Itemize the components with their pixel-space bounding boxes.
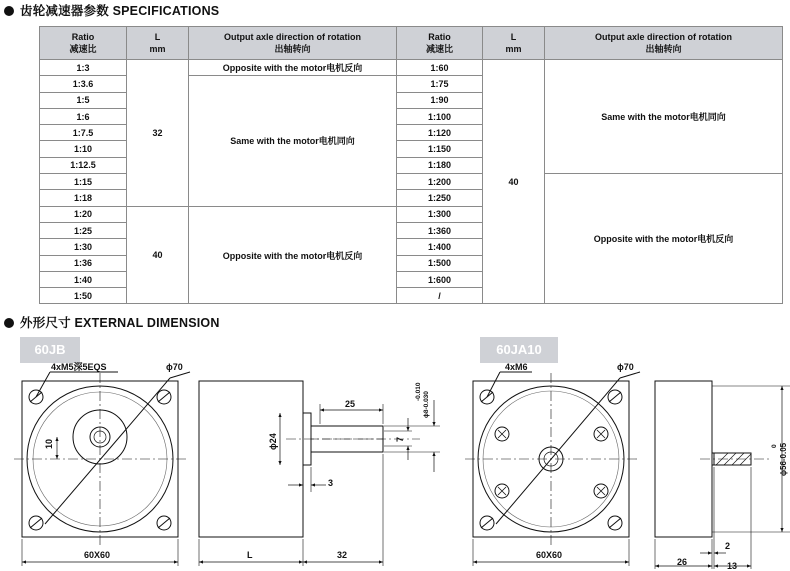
header-ratio-2: Ratio 减速比 [397,27,483,60]
ratio-cell: 1:20 [40,206,127,222]
ratio-cell: 1:60 [397,60,483,76]
size-label: 60X60 [84,550,111,560]
tolerance-zero-label: 0 [771,444,778,448]
screw-hole-icon [608,390,622,404]
ratio-cell: 1:500 [397,255,483,271]
header-l-2: L mm [483,27,545,60]
ratio-cell: 1:25 [40,222,127,238]
header-ratio: Ratio 减速比 [40,27,127,60]
screw-spec-label-2: 4xM6 [505,362,528,372]
diameter-56-label: ϕ56-0.05 [779,442,788,476]
ratio-cell: 1:18 [40,190,127,206]
ratio-cell: 1:50 [40,288,127,304]
ratio-cell: 1:360 [397,222,483,238]
ratio-cell: 1:180 [397,157,483,173]
ratio-cell: 1:7.5 [40,125,127,141]
screw-icon [495,484,509,498]
front-view-60jb [14,372,190,566]
dim-10-label: 10 [44,438,54,449]
ratio-cell: 1:100 [397,108,483,124]
ratio-cell: 1:250 [397,190,483,206]
ratio-cell: 1:3 [40,60,127,76]
ratio-cell: 1:12.5 [40,157,127,173]
direction-cell: Opposite with the motor电机反向 [189,206,397,304]
ratio-cell: 1:40 [40,271,127,287]
l-cell: 40 [483,60,545,304]
header-direction: Output axle direction of rotation 出轴转向 [189,27,397,60]
direction-cell: Same with the motor电机同向 [545,60,783,174]
dim-3-label: 3 [328,478,334,488]
ratio-cell: 1:200 [397,174,483,190]
size-label-2: 60X60 [536,550,563,560]
ratio-cell: 1:400 [397,239,483,255]
dim-25-label: 25 [345,399,356,409]
ratio-cell: / [397,288,483,304]
section-title-en: EXTERNAL DIMENSION [74,316,220,330]
side-view-60ja10 [655,381,790,569]
section-title-cn: 外形尺寸 [20,316,71,330]
header-direction-2: Output axle direction of rotation 出轴转向 [545,27,783,60]
screw-hole-icon [157,390,171,404]
section-title-en: SPECIFICATIONS [112,4,220,18]
ratio-cell: 1:75 [397,76,483,92]
l-cell: 40 [127,206,189,304]
screw-icon [594,427,608,441]
ratio-cell: 1:600 [397,271,483,287]
dim-13-label: 13 [727,561,738,571]
ratio-cell: 1:90 [397,92,483,108]
ratio-cell: 1:120 [397,125,483,141]
model-label-60jb: 60JB [20,337,80,363]
ratio-cell: 1:150 [397,141,483,157]
ratio-cell: 1:6 [40,108,127,124]
dim-32-label: 32 [337,550,348,560]
direction-cell: Opposite with the motor电机反向 [189,60,397,76]
screw-spec-label: 4xM5深5EQS [51,362,107,372]
screw-hole-icon [29,516,43,530]
tolerance-bottom-label: ϕ8-0.030 [423,391,430,418]
dim-7-label: 7 [395,436,405,442]
screw-hole-icon [480,516,494,530]
direction-cell: Opposite with the motor电机反向 [545,174,783,304]
tolerance-top-label: -0.010 [415,382,422,401]
ratio-cell: 1:30 [40,239,127,255]
ratio-cell: 1:300 [397,206,483,222]
ratio-cell: 1:3.6 [40,76,127,92]
ratio-cell: 1:10 [40,141,127,157]
diameter-label-2: ϕ70 [617,362,634,372]
ratio-cell: 1:36 [40,255,127,271]
side-view-60jb [199,381,440,566]
l-cell: 32 [127,60,189,207]
header-l: L mm [127,27,189,60]
model-label-60ja10: 60JA10 [480,337,558,363]
dim-2-label: 2 [725,541,731,551]
screw-icon [594,484,608,498]
screw-hole-icon [608,516,622,530]
ratio-cell: 1:5 [40,92,127,108]
diameter-24-label: ϕ24 [268,433,278,450]
ratio-cell: 1:15 [40,174,127,190]
diameter-label: ϕ70 [166,362,183,372]
screw-hole-icon [157,516,171,530]
front-view-60ja10 [465,372,640,566]
section-title-cn: 齿轮减速器参数 [20,4,109,18]
direction-cell: Same with the motor电机同向 [189,76,397,206]
dim-l-label: L [247,550,253,560]
screw-icon [495,427,509,441]
dim-26-label: 26 [677,557,688,567]
